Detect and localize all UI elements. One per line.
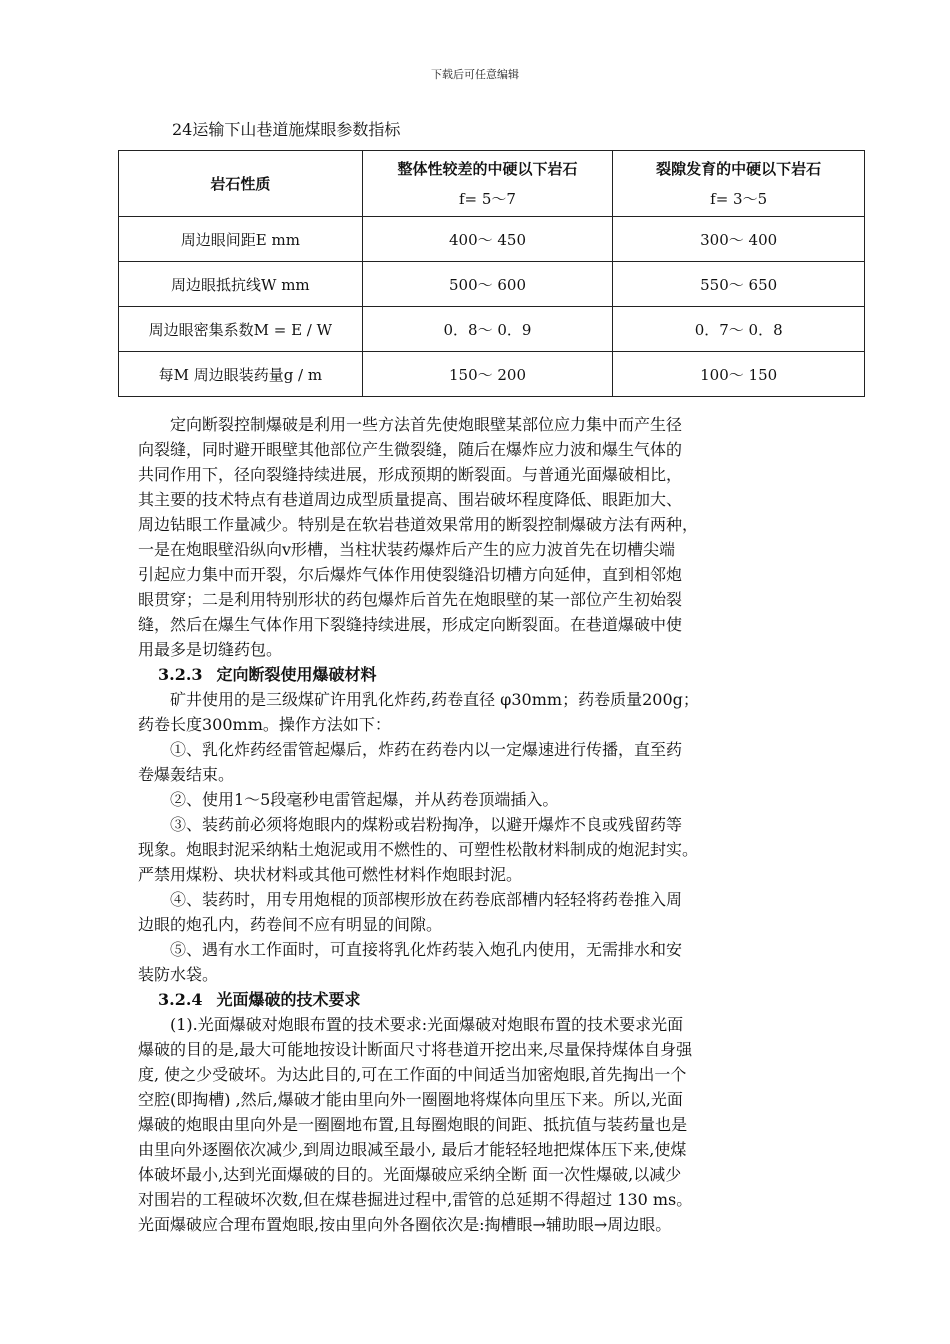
row-value-2: 550～ 650	[613, 262, 865, 307]
paragraph-smooth-blasting: (1).光面爆破对炮眼布置的技术要求:光面爆破对炮眼布置的技术要求光面 爆破的目的是,最大可能地按设计断面尺寸将巷道开挖出来,尽量保持煤体自身强 度, 使之少受破坏。为达此目的,可在工作面的中间适当加密炮眼,首先掏出一个 空腔(即掏槽) ,然后,爆破才能由里向外一圈圈地将煤体向里压下来。所以,光面 爆破的炮眼由里向外是一圈圈地布置,且每圈炮眼的间距、抵抗值与装药量也是 由里向外逐圈依次减少,到周边眼减至最小, 最后才能轻轻地把煤体压下来,使煤 体破坏最小,达到光面爆破的目的。光面爆破应采纳全断 面一次性爆破,以减少 对围岩的工程破坏次数,但在煤巷掘进过程中,雷管的总延期不得超过 130 ms。 光面爆破应合理布置炮眼,按由里向外各圈依次是:掏槽眼→辅助眼→周边眼。	[138, 1015, 693, 1234]
table-row	[119, 262, 865, 307]
row-value-1: 400～ 450	[362, 217, 613, 262]
list-item: ②、使用1～5段毫秒电雷管起爆，并从药卷顶端插入。	[170, 790, 559, 809]
row-value-2: 300～ 400	[613, 217, 865, 262]
paragraph-directional-fracture: 定向断裂控制爆破是利用一些方法首先使炮眼壁某部位应力集中而产生径 向裂缝，同时避开眼壁其他部位产生微裂缝，随后在爆炸应力波和爆生气体的 共同作用下，径向裂缝持续进展，形成预期的断裂面。与普通光面爆破相比， 其主要的技术特点有巷道周边成型质量提高、围岩破坏程度降低、眼距加大、 周边钻眼工作量减少。特别是在软岩巷道效果常用的断裂控制爆破方法有两种， 一是在炮眼壁沿纵向v形槽，当柱状装药爆炸后产生的应力波首先在切槽尖端 引起应力集中而开裂，尔后爆炸气体作用使裂缝沿切槽方向延伸，直到相邻炮 眼贯穿；二是利用特别形状的药包爆炸后首先在炮眼壁的某一部位产生初始裂 缝，然后在爆生气体作用下裂缝持续进展，形成定向断裂面。在巷道爆破中使 用最多是切缝药包。	[138, 415, 699, 659]
table-caption: 24运输下山巷道施煤眼参数指标	[172, 120, 401, 139]
row-label: 周边眼密集系数M = E / W	[119, 307, 363, 352]
row-value-1: 0．8～ 0．9	[362, 307, 613, 352]
header-col-fractured: 裂隙发育的中硬以下岩石 f= 3～5	[613, 151, 865, 217]
row-label: 周边眼抵抗线W mm	[119, 262, 363, 307]
header-col-poor-integrity: 整体性较差的中硬以下岩石 f= 5～7	[362, 151, 613, 217]
row-value-2: 0．7～ 0．8	[613, 307, 865, 352]
row-value-1: 500～ 600	[362, 262, 613, 307]
body-text	[138, 412, 828, 1237]
row-value-2: 100～ 150	[613, 352, 865, 397]
table-row	[119, 217, 865, 262]
table-row	[119, 307, 865, 352]
section-heading-3-2-3: 3.2.3 定向断裂使用爆破材料	[158, 665, 377, 684]
list-item: ③、装药前必须将炮眼内的煤粉或岩粉掏净，以避开爆炸不良或残留药等 现象。炮眼封泥采纳粘土炮泥或用不燃性的、可塑性松散材料制成的炮泥封实。 严禁用煤粉、块状材料或其他可燃性材料作炮眼封泥。	[138, 815, 699, 884]
row-label: 每M 周边眼装药量g / m	[119, 352, 363, 397]
list-item: ①、乳化炸药经雷管起爆后，炸药在药卷内以一定爆速进行传播，直至药 卷爆轰结束。	[138, 740, 683, 784]
section-heading-3-2-4: 3.2.4 光面爆破的技术要求	[158, 990, 361, 1009]
row-value-1: 150～ 200	[362, 352, 613, 397]
page-header: 下载后可任意编辑	[431, 68, 519, 81]
paragraph-materials: 矿井使用的是三级煤矿许用乳化炸药,药卷直径 φ30mm；药卷质量200g； 药卷长度300mm。操作方法如下：	[138, 690, 699, 734]
list-item: ④、装药时，用专用炮棍的顶部楔形放在药卷底部槽内轻轻将药卷推入周 边眼的炮孔内，药卷间不应有明显的间隙。	[138, 890, 683, 934]
parameter-table	[118, 150, 865, 397]
table-row	[119, 352, 865, 397]
list-item: ⑤、遇有水工作面时，可直接将乳化炸药装入炮孔内使用，无需排水和安 装防水袋。	[138, 940, 683, 984]
header-rock-property: 岩石性质	[119, 151, 363, 217]
table-header-row	[119, 151, 865, 217]
row-label: 周边眼间距E mm	[119, 217, 363, 262]
